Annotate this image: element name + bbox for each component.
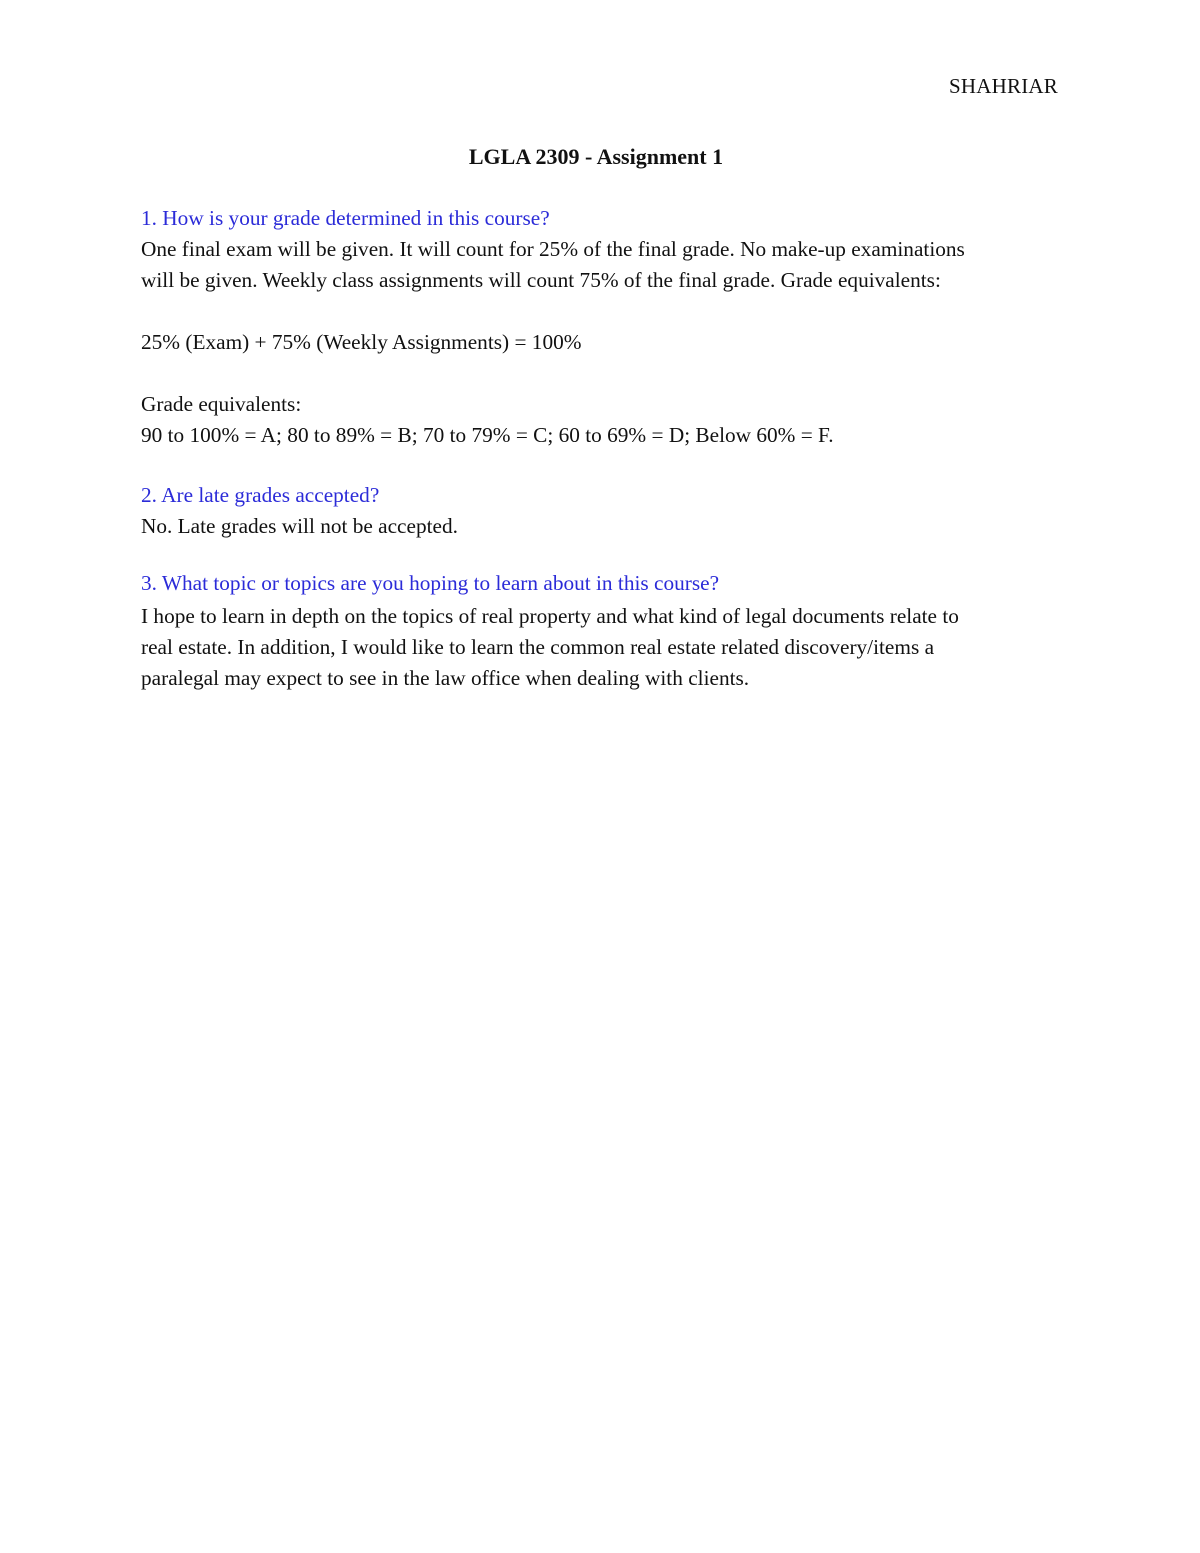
answer-2: [141, 511, 1071, 542]
answer-3-line-3: paralegal may expect to see in the law office when dealing with clients.: [141, 666, 750, 690]
answer-1-line-1: One final exam will be given. It will count for 25% of the final grade. No make-up examinations: [141, 237, 965, 261]
answer-3-line-2: real estate. In addition, I would like to learn the common real estate related discovery/items a: [141, 635, 935, 659]
question-2: 2. Are late grades accepted?: [141, 483, 380, 507]
author-name: SHAHRIAR: [949, 74, 1058, 98]
document-title: LGLA 2309 - Assignment 1: [468, 144, 724, 169]
grade-formula: 25% (Exam) + 75% (Weekly Assignments) = 100%: [141, 330, 582, 354]
answer-3: [141, 601, 1071, 694]
answer-1: [141, 234, 1071, 296]
question-1: 1. How is your grade determined in this course?: [141, 206, 550, 230]
grade-equivalents-scale: 90 to 100% = A; 80 to 89% = B; 70 to 79% = C; 60 to 69% = D; Below 60% = F.: [141, 423, 834, 447]
answer-1-line-2: will be given. Weekly class assignments will count 75% of the final grade. Grade equivalents:: [141, 268, 941, 292]
question-3: 3. What topic or topics are you hoping to learn about in this course?: [141, 571, 720, 595]
answer-3-line-1: I hope to learn in depth on the topics of real property and what kind of legal documents relate to: [141, 604, 959, 628]
grade-equivalents-label: Grade equivalents:: [141, 392, 302, 416]
answer-2-line-1: No. Late grades will not be accepted.: [141, 514, 458, 538]
